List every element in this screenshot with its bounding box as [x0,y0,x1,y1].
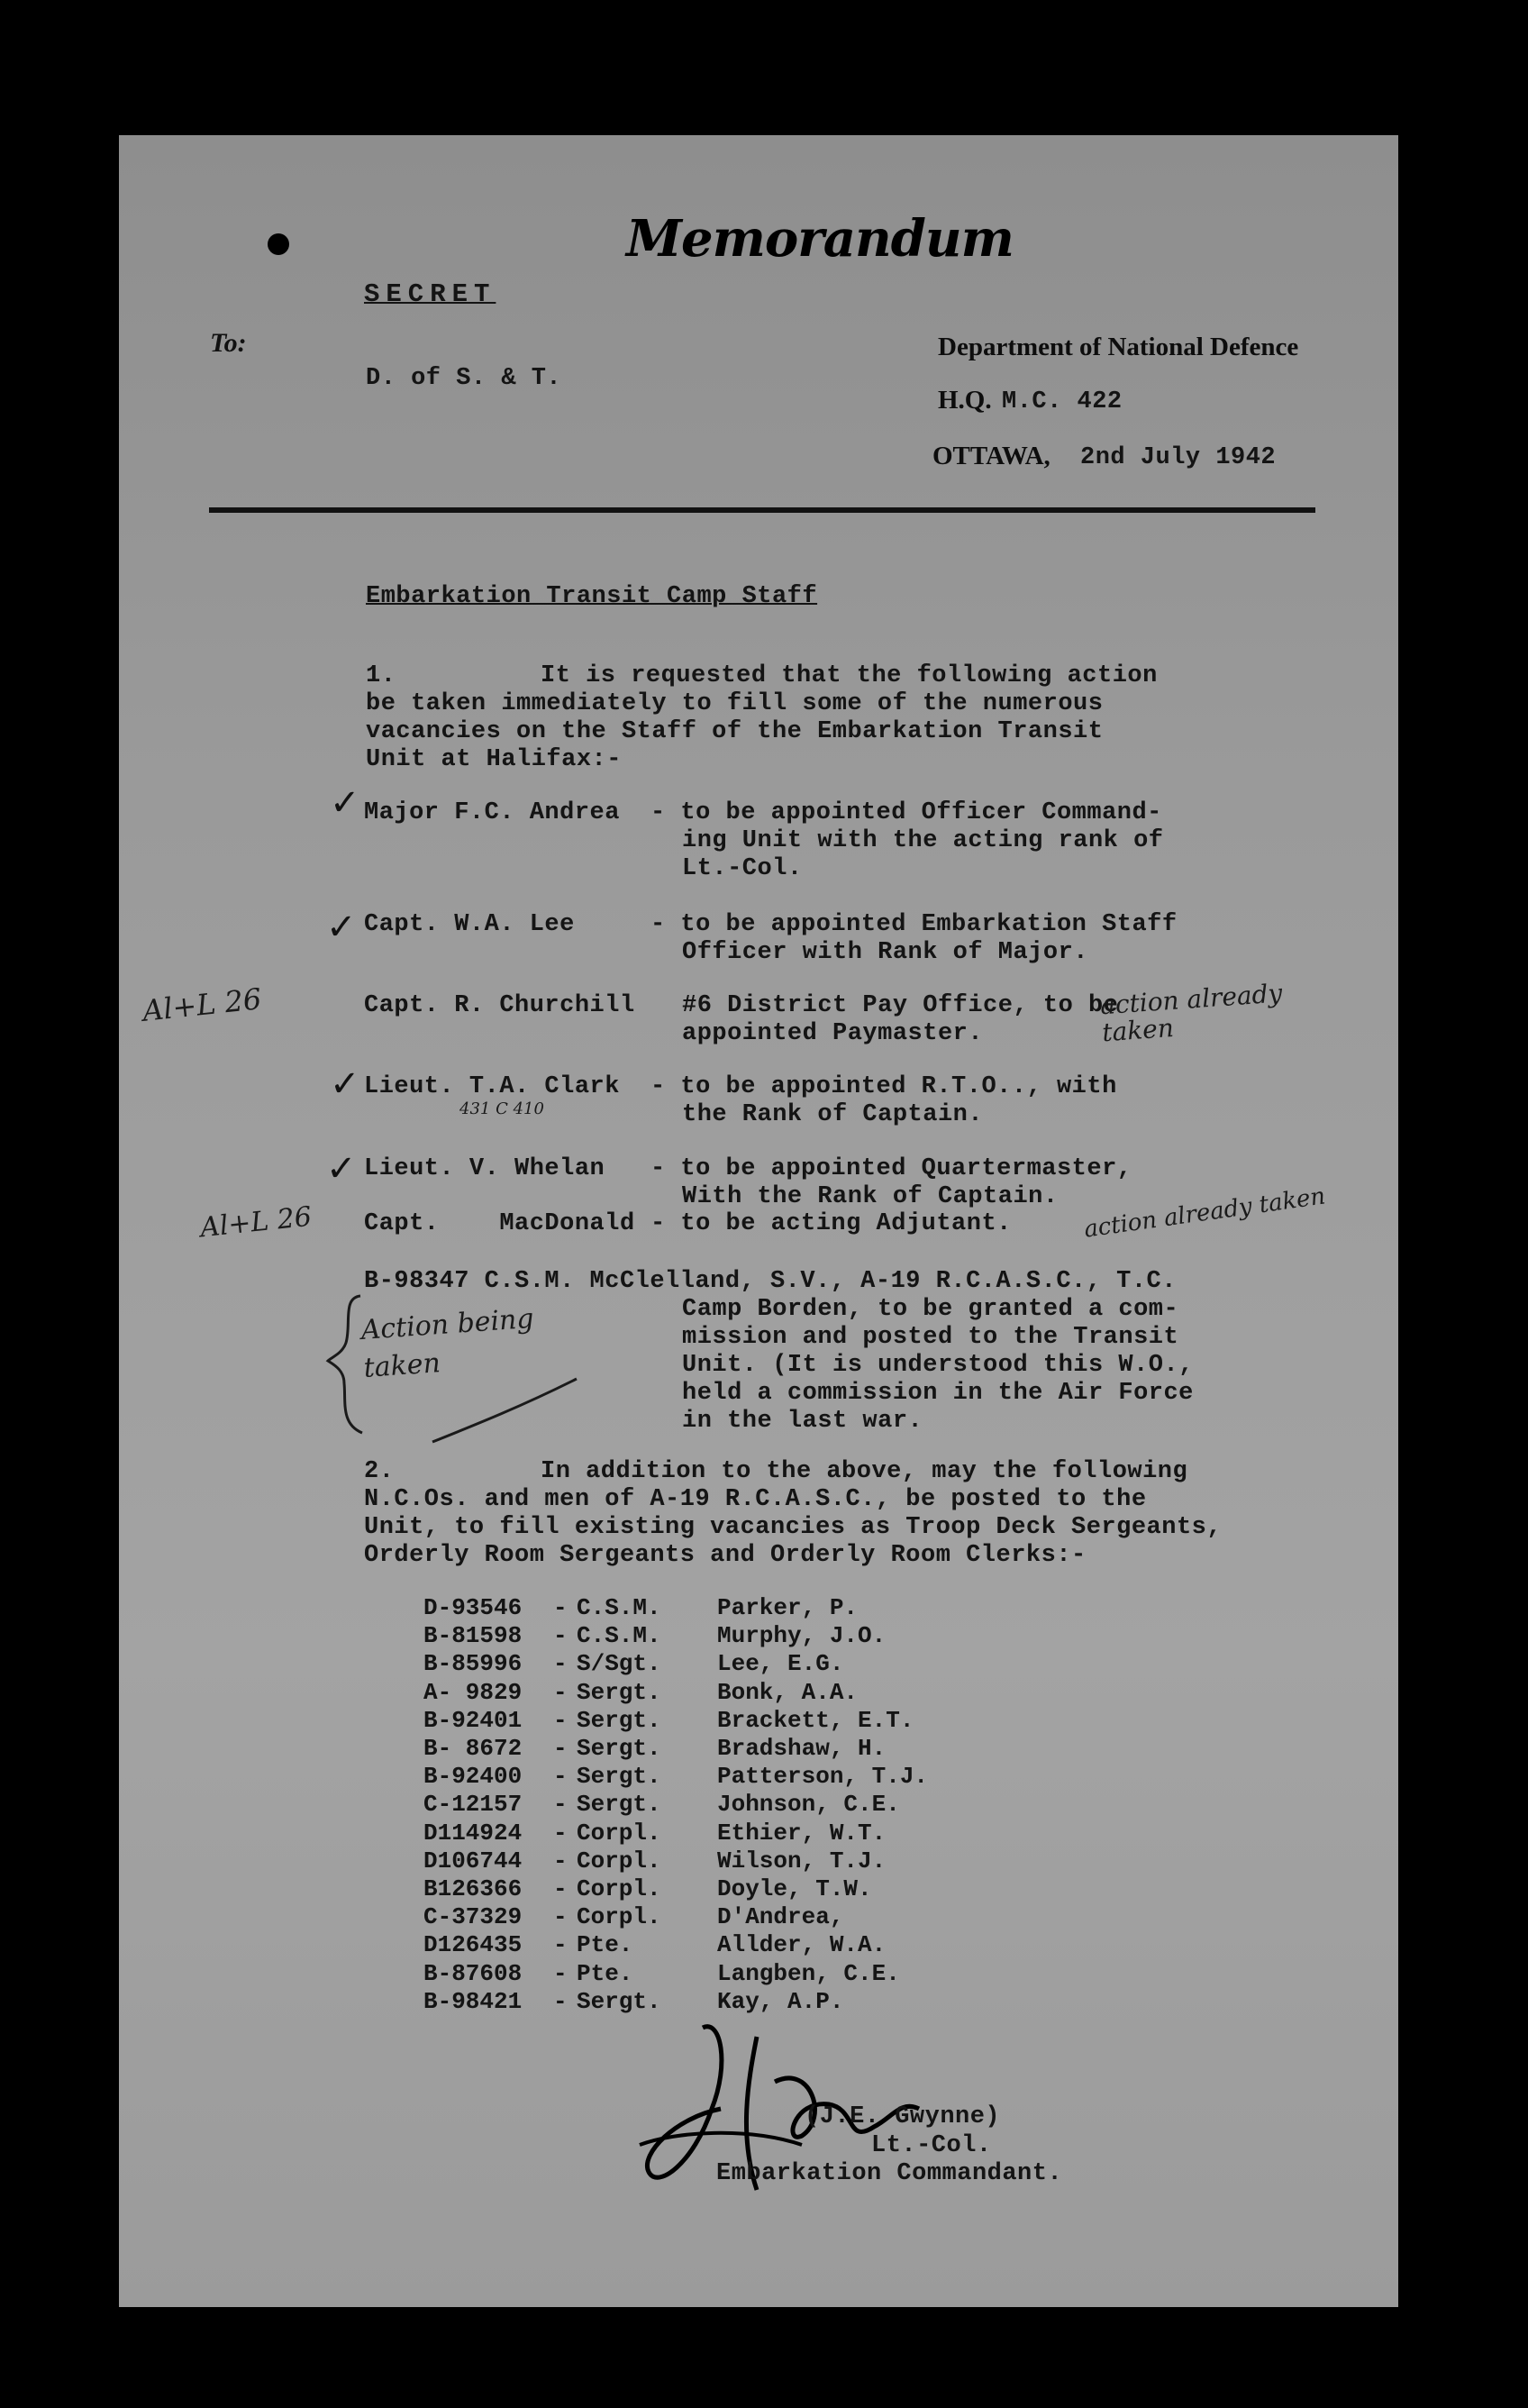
para2-line: Unit, to fill existing vacancies as Troop Deck Sergeants, [364,1514,1223,1541]
service-number: C-12157 [423,1791,523,1819]
appointee-name: Major F.C. Andrea [364,799,620,826]
separator: - [553,1594,568,1621]
department-name: Department of National Defence [938,333,1299,361]
appointment-line: Officer with Rank of Major. [682,939,1088,966]
service-number: D106744 [423,1847,523,1874]
separator: - [553,1819,568,1847]
mcclelland-line: in the last war. [682,1408,923,1435]
rank: C.S.M. [577,1622,661,1650]
separator: - [553,1678,568,1706]
checkmark-icon: ✓ [326,907,357,948]
personnel-row [423,1707,914,1734]
rank: Corpl. [577,1875,661,1902]
margin-note: Al+L 26 [141,981,263,1028]
personnel-row [423,1763,928,1790]
ink-blot [268,233,289,255]
para1-line: vacancies on the Staff of the Embarkation Transit [366,718,1104,745]
rank: Sergt. [577,1763,661,1791]
separator: - [553,1847,568,1874]
appointee-name: Lieut. V. Whelan [364,1155,605,1182]
person-name: Allder, W.A. [717,1931,887,1959]
service-number: B- 8672 [423,1735,523,1762]
appointment-line: ing Unit with the acting rank of [682,827,1164,854]
personnel-row [423,1820,886,1847]
appointment-line: - to be appointed Quartermaster, [650,1155,1132,1182]
appointment-line: #6 District Pay Office, to be [682,992,1119,1019]
margin-note: Al+L 26 [198,1200,314,1245]
hq-reference: M.C. 422 [1002,388,1123,415]
rank: Pte. [577,1931,633,1959]
mcclelland-line: Unit. (It is understood this W.O., [682,1352,1194,1379]
appointment-line: With the Rank of Captain. [682,1183,1059,1210]
appointment-line: - to be appointed Embarkation Staff [650,911,1178,938]
rank: Corpl. [577,1847,661,1874]
service-number: B-81598 [423,1622,523,1650]
header-rule [209,507,1315,513]
separator: - [553,1987,568,2015]
para2-line: In addition to the above, may the following [541,1458,1188,1485]
personnel-row [423,1622,886,1649]
signature-name: (J.E. Gwynne) [805,2103,1001,2130]
para1-line: be taken immediately to fill some of the numerous [366,690,1104,717]
appointment-line: - to be acting Adjutant. [650,1210,1012,1237]
service-number: D114924 [423,1819,523,1847]
memo-date: 2nd July 1942 [1080,444,1277,471]
place-label: OTTAWA, [932,442,1050,470]
classification-label: SECRET [364,279,496,309]
personnel-row [423,1594,858,1621]
separator: - [553,1875,568,1902]
para1-line: Unit at Halifax:- [366,746,622,773]
handwritten-annotation: 431 C 410 [459,1099,544,1118]
appointee-name: Capt. R. Churchill [364,992,635,1019]
person-name: Bonk, A.A. [717,1678,859,1706]
rank: Corpl. [577,1903,661,1931]
mcclelland-line: mission and posted to the Transit [682,1324,1179,1351]
service-number: C-37329 [423,1903,523,1931]
service-number: B-85996 [423,1650,523,1678]
handwritten-annotation: action already taken [1082,1182,1327,1244]
para1-number: 1. [366,662,396,689]
service-number: A- 9829 [423,1678,523,1706]
para2-line: N.C.Os. and men of A-19 R.C.A.S.C., be posted to the [364,1486,1147,1513]
person-name: Johnson, C.E. [717,1791,900,1819]
person-name: Wilson, T.J. [717,1847,887,1874]
rank: Sergt. [577,1706,661,1734]
separator: - [553,1903,568,1931]
appointment-line: - to be appointed R.T.O.., with [650,1073,1117,1100]
person-name: Langben, C.E. [717,1959,900,1987]
personnel-row [423,1650,843,1677]
rank: S/Sgt. [577,1650,661,1678]
service-number: B-92400 [423,1763,523,1791]
person-name: Murphy, J.O. [717,1622,887,1650]
rank: Sergt. [577,1735,661,1762]
person-name: Bradshaw, H. [717,1735,887,1762]
separator: - [553,1791,568,1819]
rank: Sergt. [577,1987,661,2015]
service-number: B-87608 [423,1959,523,1987]
appointee-name: Lieut. T.A. Clark [364,1073,620,1100]
handwritten-annotation: Action being taken [359,1302,535,1384]
separator: - [553,1735,568,1762]
person-name: Brackett, E.T. [717,1706,914,1734]
service-number: B126366 [423,1875,523,1902]
to-recipient: D. of S. & T. [366,365,562,392]
service-number: D-93546 [423,1594,523,1621]
appointee-name: Capt. W.A. Lee [364,911,575,938]
checkmark-icon: ✓ [330,1063,360,1105]
personnel-row [423,1931,886,1958]
rank: Sergt. [577,1791,661,1819]
hq-label: H.Q. [938,386,992,415]
mcclelland-entry: B-98347 C.S.M. McClelland, S.V., A-19 R.C.A.S.C., T.C. [364,1268,1177,1295]
memo-title: Memorandum [626,209,1014,269]
person-name: Kay, A.P. [717,1987,844,2015]
mcclelland-line: Camp Borden, to be granted a com- [682,1296,1179,1323]
personnel-row [423,1903,843,1930]
mcclelland-line: held a commission in the Air Force [682,1380,1194,1407]
service-number: B-92401 [423,1706,523,1734]
checkmark-icon: ✓ [326,1148,357,1190]
signature-title: Embarkation Commandant. [716,2160,1063,2187]
person-name: Patterson, T.J. [717,1763,929,1791]
rank: Sergt. [577,1678,661,1706]
appointment-line: - to be appointed Officer Command- [650,799,1162,826]
personnel-row [423,1847,886,1874]
appointment-line: the Rank of Captain. [682,1101,984,1128]
para1-line: It is requested that the following action [541,662,1158,689]
signature-rank: Lt.-Col. [871,2132,992,2159]
separator: - [553,1763,568,1791]
person-name: Doyle, T.W. [717,1875,872,1902]
person-name: Lee, E.G. [717,1650,844,1678]
separator: - [553,1931,568,1959]
subject-line: Embarkation Transit Camp Staff [366,583,818,610]
para2-number: 2. [364,1458,395,1485]
handwritten-annotation: action already taken [1099,978,1284,1048]
to-label: To: [210,328,247,358]
person-name: Ethier, W.T. [717,1819,887,1847]
separator: - [553,1959,568,1987]
para2-line: Orderly Room Sergeants and Orderly Room Clerks:- [364,1542,1087,1569]
service-number: B-98421 [423,1987,523,2015]
appointment-line: Lt.-Col. [682,855,803,882]
appointment-line: appointed Paymaster. [682,1020,984,1047]
person-name: Parker, P. [717,1594,859,1621]
separator: - [553,1650,568,1678]
personnel-row [423,1735,886,1762]
personnel-row [423,1679,858,1706]
personnel-row [423,1791,900,1818]
rank: Corpl. [577,1819,661,1847]
checkmark-icon: ✓ [330,782,360,824]
appointee-name: Capt. MacDonald [364,1210,635,1237]
separator: - [553,1622,568,1650]
person-name: D'Andrea, [717,1903,844,1931]
service-number: D126435 [423,1931,523,1959]
separator: - [553,1706,568,1734]
personnel-row [423,1875,872,1902]
personnel-row [423,1960,900,1987]
rank: C.S.M. [577,1594,661,1621]
rank: Pte. [577,1959,633,1987]
